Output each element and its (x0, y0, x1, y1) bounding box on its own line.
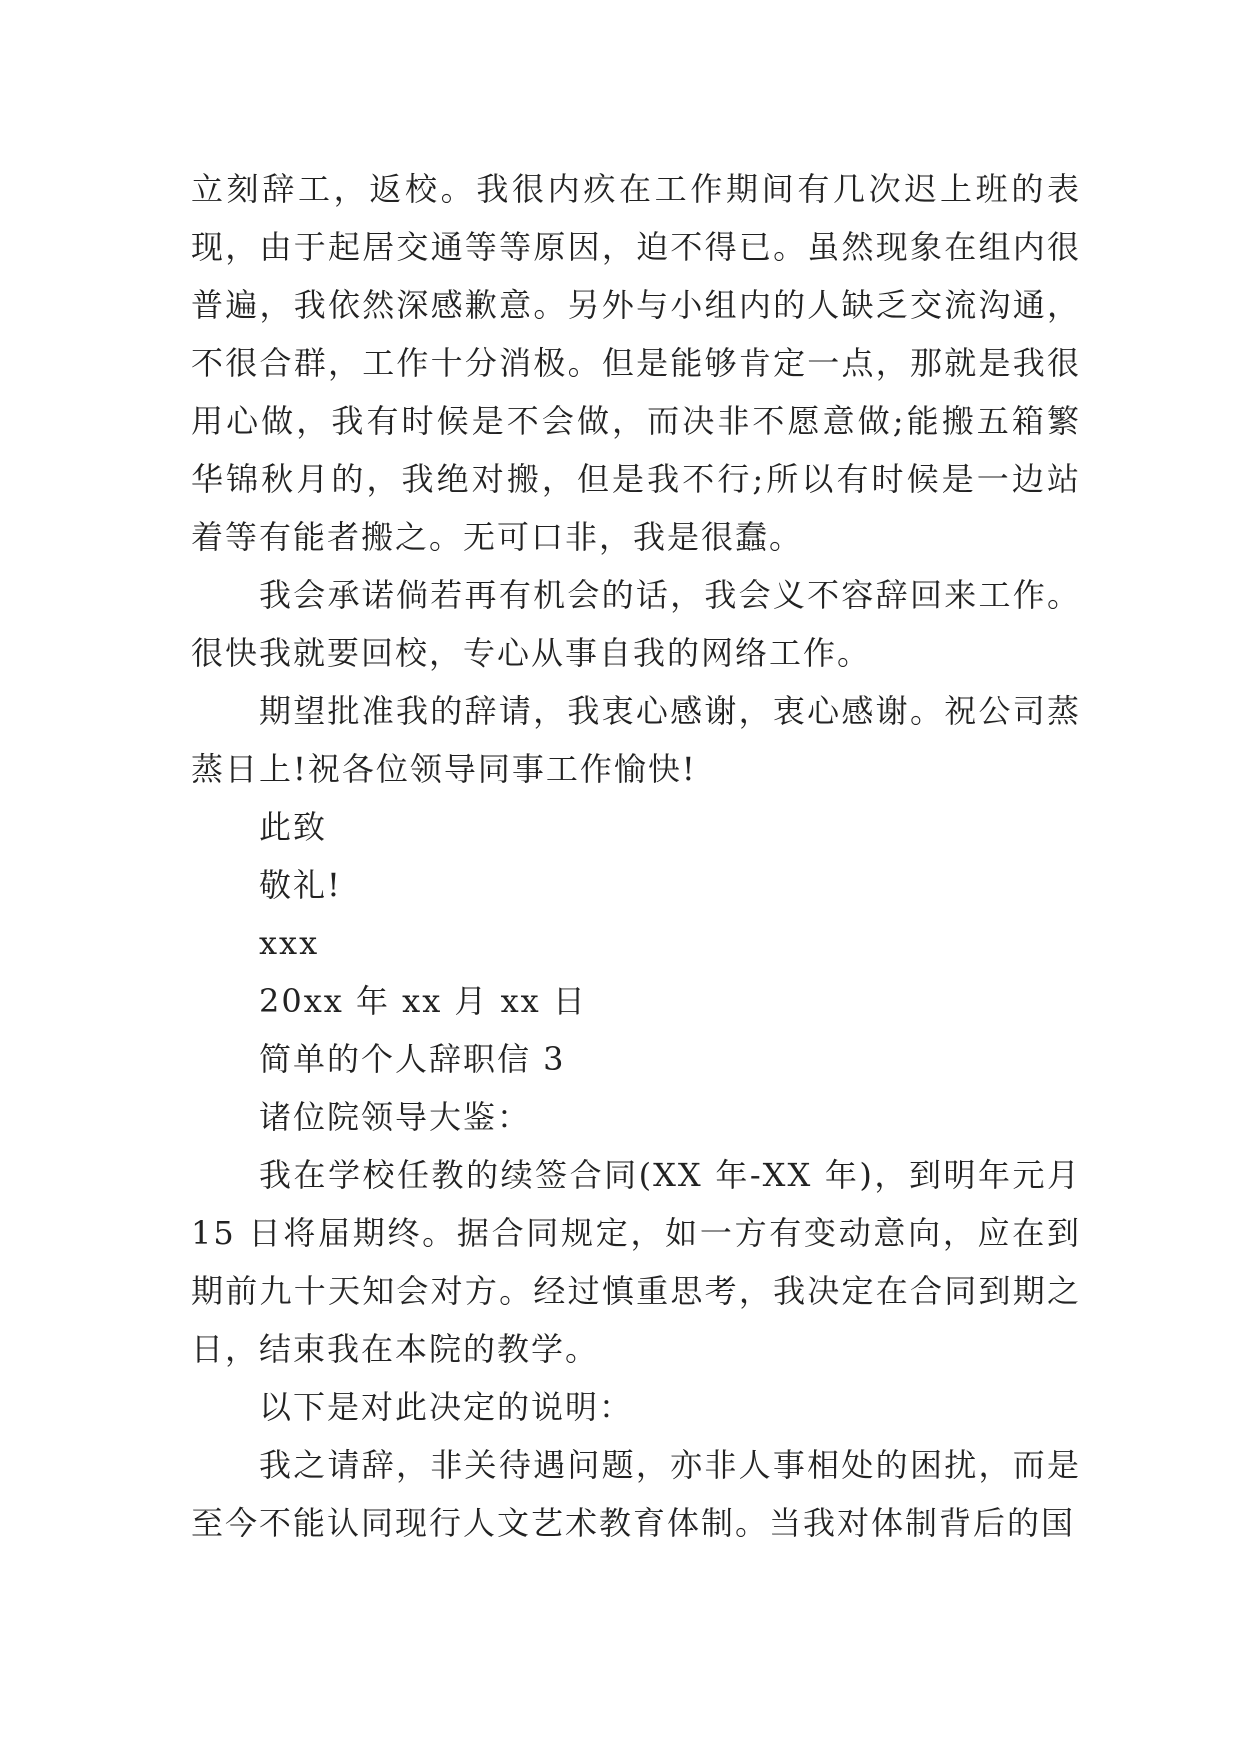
signature: xxx (259, 924, 320, 962)
salutation: 诸位院领导大鉴： (259, 1098, 532, 1136)
closing-line-2: 敬礼! (259, 866, 342, 904)
paragraph-contract: 我在学校任教的续签合同(XX 年-XX 年)，到明年元月 15 日将届期终。据合同规定，如一方有变动意向，应在到期前九十天知会对方。经过慎重思考，我决定在合同到期之日，结束我在本院的教学。 (191, 1156, 1081, 1368)
date-line: 20xx 年 xx 月 xx 日 (259, 982, 587, 1020)
paragraph-hope: 期望批准我的辞请，我衷心感谢，衷心感谢。祝公司蒸蒸日上!祝各位领导同事工作愉快! (191, 692, 1081, 788)
section-title: 简单的个人辞职信 3 (259, 1040, 566, 1078)
paragraph-reason: 我之请辞，非关待遇问题，亦非人事相处的困扰，而是至今不能认同现行人文艺术教育体制。当我对体制背后的国 (191, 1446, 1081, 1542)
paragraph-promise: 我会承诺倘若再有机会的话，我会义不容辞回来工作。很快我就要回校，专心从事自我的网络工作。 (191, 576, 1081, 672)
closing-line-1: 此致 (259, 808, 328, 846)
paragraph-continuation: 立刻辞工，返校。我很内疚在工作期间有几次迟上班的表现，由于起居交通等等原因，迫不得已。虽然现象在组内很普遍，我依然深感歉意。另外与小组内的人缺乏交流沟通，不很合群，工作十分消极。但是能够肯定一点，那就是我很用心做，我有时候是不会做，而决非不愿意做;能搬五箱繁华锦秋月的，我绝对搬，但是我不行;所以有时候是一边站着等有能者搬之。无可口非，我是很蠢。 (191, 170, 1081, 556)
letter-body (191, 160, 1081, 1552)
paragraph-explain-intro: 以下是对此决定的说明： (259, 1388, 634, 1426)
